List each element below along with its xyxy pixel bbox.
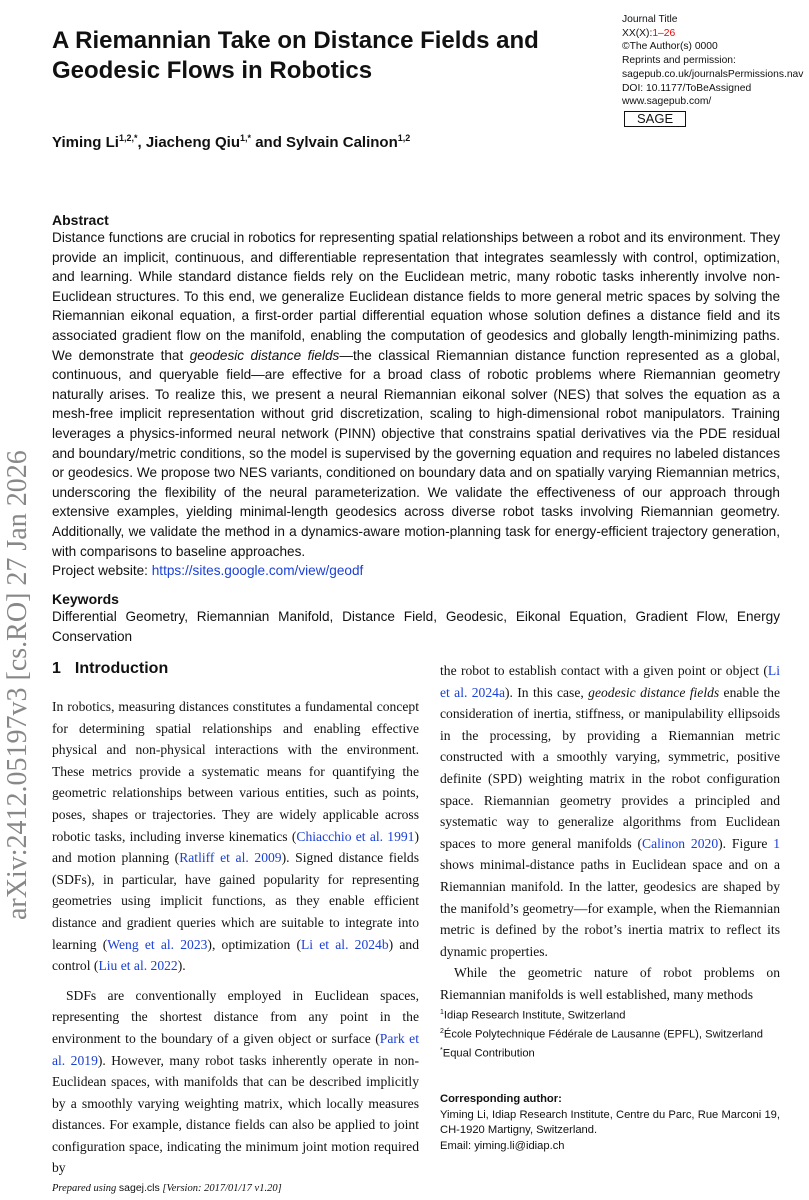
text-run: ). Signed distance fields (SDFs), in particular, have gained popularity for representing geometries using implicit functions, as they enable efficient distance and gradient queries which are suitable to integrate into learning (: [52, 850, 419, 952]
corresponding-email: Email: yiming.li@idiap.ch: [440, 1139, 565, 1152]
journal-pages[interactable]: 1–26: [652, 27, 676, 39]
footnote-mark: *: [440, 1047, 443, 1055]
footer-prefix: Prepared using: [52, 1183, 119, 1194]
corresponding-heading: Corresponding author:: [440, 1093, 562, 1105]
left-column: [52, 696, 419, 1179]
paragraph: [52, 696, 419, 977]
author-name: Jiacheng Qiu: [145, 134, 241, 151]
author-separator: ,: [137, 134, 146, 151]
author-name: Sylvain Calinon: [286, 134, 398, 151]
citation-link[interactable]: Li et al. 2024a: [440, 663, 780, 700]
journal-info: [622, 13, 803, 128]
footer-cls: sagej.cls: [118, 1182, 160, 1194]
citation-link[interactable]: Chiacchio et al. 1991: [296, 828, 415, 844]
text-run: enable the consideration of inertia, stiffness, or manipulability ellipsoids in the processing, by providing a Riemannian metric constructed with a smoothly varying, symmetric, positive definite (SPD) weighting matrix in the robot configuration space. Riemannian geometry provides a principled and systematic way to generalize algorithms from Euclidean spaces to more general manifolds (: [440, 684, 780, 851]
footnote: [440, 1005, 780, 1024]
text-run: ) and motion planning (: [52, 828, 420, 866]
emphasis-text: geodesic distance fields: [588, 684, 720, 700]
section-title: Introduction: [74, 660, 169, 677]
author-affil: 1,2,*: [118, 133, 138, 143]
footer-version: [Version: 2017/01/17 v1.20]: [159, 1183, 282, 1194]
footnote-text: Equal Contribution: [442, 1048, 535, 1061]
paragraph: [440, 660, 780, 962]
text-run: ) and control (: [52, 936, 420, 974]
citation-link[interactable]: Li et al. 2024b: [300, 936, 389, 952]
abstract-body: [52, 228, 780, 561]
citation-link[interactable]: Ratliff et al. 2009: [179, 850, 282, 866]
text-run: ), optimization (: [207, 936, 301, 952]
text-run: ). However, many robot tasks inherently operate in non-Euclidean spaces, with manifolds that can be described implicitly by a smoothly varying weighting matrix, which locally measures distances. For example, distance fields can also be applied to joint configuration space, indicating the minimum joint motion required by: [52, 1052, 419, 1176]
author-affil: 1,*: [240, 133, 252, 143]
citation-link[interactable]: Weng et al. 2023: [107, 936, 208, 952]
emphasis-text: geodesic distance fields: [189, 347, 340, 363]
project-website-link[interactable]: https://sites.google.com/view/geodf: [151, 563, 364, 579]
corresponding-author: [440, 1092, 780, 1154]
footnote: [440, 1024, 780, 1043]
text-run: SDFs are conventionally employed in Euclidean spaces, representing the shortest distance from any point in the environment to the boundary of a given object or surface (: [52, 987, 419, 1046]
text-run: ). Figure: [718, 835, 774, 851]
abstract-heading: Abstract: [52, 212, 109, 228]
footnote-mark: 2: [440, 1028, 444, 1036]
abstract: [52, 212, 780, 581]
sage-logo: SAGE: [624, 111, 686, 127]
footnote: [440, 1043, 780, 1062]
footnote-text: Idiap Research Institute, Switzerland: [443, 1009, 626, 1022]
author-list: [52, 133, 410, 151]
author-separator: and: [251, 134, 287, 151]
footnote-text: École Polytechnique Fédérale de Lausanne (EPFL), Switzerland: [443, 1028, 763, 1041]
citation-link[interactable]: Liu et al. 2022: [98, 958, 178, 974]
keywords: [52, 591, 780, 646]
text-run: shows minimal-distance paths in Euclidean space and on a Riemannian manifold. In the latter, geodesics are shaped by the manifold’s geometry—for example, when the Riemannian metric is defined by the robot’s inertia matrix to reflect its dynamic properties.: [440, 857, 780, 959]
right-column: [440, 660, 780, 1006]
text-run: In robotics, measuring distances constitutes a fundamental concept for determining spatial relationships and enabling effective physical and non-physical interactions with the environment. These metrics provide a systematic means for quantifying the geometric relationships between various entities, such as points, poses, shapes or trajectories. They are widely applicable across robotic tasks, including inverse kinematics (: [52, 699, 419, 844]
paragraph: [52, 985, 419, 1179]
footer: [52, 1182, 282, 1194]
paragraph: [440, 962, 780, 1005]
journal-title: Journal Title: [622, 14, 678, 25]
text-run: While the geometric nature of robot problems on Riemannian manifolds is well established, many methods: [440, 965, 780, 1002]
text-run: —the classical Riemannian distance function represented as a global, continuous, and queryable field—are effective for a broad class of robotic problems where Riemannian geometry naturally arises. To realize this, we present a neural Riemannian eikonal solver (NES) that solves the equation as a mesh-free implicit representation without grid discretization, scaling to high-dimensional robot manipulators. Training leverages a physics-informed neural network (PINN) objective that constrains spatial derivatives via the PDE residual and boundary/metric conditions, so the model is supervised by the governing equation and requires no labeled distances or geodesics. We propose two NES variants, conditioned on boundary data and on spatially varying Riemannian metrics, underscoring the flexibility of the neural parameterization. We validate the effectiveness of our approach through extensive examples, yielding minimal-length geodesics across diverse robot tasks involving Riemannian geometry. Additionally, we validate the method in a dynamics-aware motion-planning task for energy-efficient trajectory generation, with comparisons to baseline approaches.: [52, 347, 780, 559]
citation-link[interactable]: Park et al. 2019: [52, 1030, 419, 1068]
keywords-body: Differential Geometry, Riemannian Manifold, Distance Field, Geodesic, Eikonal Equation, Gradient Flow, Energy Conservation: [52, 609, 780, 644]
keywords-heading: Keywords: [52, 591, 119, 607]
paper-title: A Riemannian Take on Distance Fields and Geodesic Flows in Robotics: [52, 27, 539, 84]
author-name: Yiming Li: [52, 134, 119, 151]
text-run: Distance functions are crucial in robotics for representing spatial relationships between a robot and its environment. They provide an implicit, continuous, and differentiable representation that integrates seamlessly with control, optimization, and learning. While standard distance fields rely on the Euclidean metric, many robotic tasks inherently involve non-Euclidean structures. To this end, we generalize Euclidean distance fields to more general metric spaces by solving the Riemannian eikonal equation, a first-order partial differential equation whose solution defines a distance field and its associated gradient flow on the manifold, enabling the computation of geodesics and globally length-minimizing paths. We demonstrate that: [52, 230, 780, 363]
text-run: ).: [177, 958, 186, 974]
citation-link[interactable]: 1: [773, 835, 781, 851]
journal-volume: XX(X):: [622, 27, 653, 39]
website-label: Project website:: [52, 563, 152, 579]
corresponding-body: Yiming Li, Idiap Research Institute, Centre du Parc, Rue Marconi 19, CH-1920 Martigny, Switzerland.: [440, 1108, 780, 1136]
affiliations: [440, 1005, 780, 1063]
text-run: the robot to establish contact with a given point or object (: [440, 663, 768, 678]
section-number: 1: [52, 660, 61, 677]
text-run: ). In this case,: [504, 684, 589, 700]
publisher-site: www.sagepub.com/: [622, 96, 712, 108]
section-heading: [52, 660, 182, 678]
citation-link[interactable]: Calinon 2020: [642, 835, 719, 851]
reprints-url: sagepub.co.uk/journalsPermissions.nav: [622, 68, 804, 80]
author-affil: 1,2: [397, 133, 411, 143]
doi: DOI: 10.1177/ToBeAssigned: [622, 82, 752, 94]
arxiv-stamp: arXiv:2412.05197v3 [cs.RO] 27 Jan 2026: [2, 450, 33, 920]
copyright: ©The Author(s) 0000: [622, 41, 718, 53]
reprints-label: Reprints and permission:: [622, 55, 736, 67]
footnote-mark: 1: [440, 1009, 444, 1016]
